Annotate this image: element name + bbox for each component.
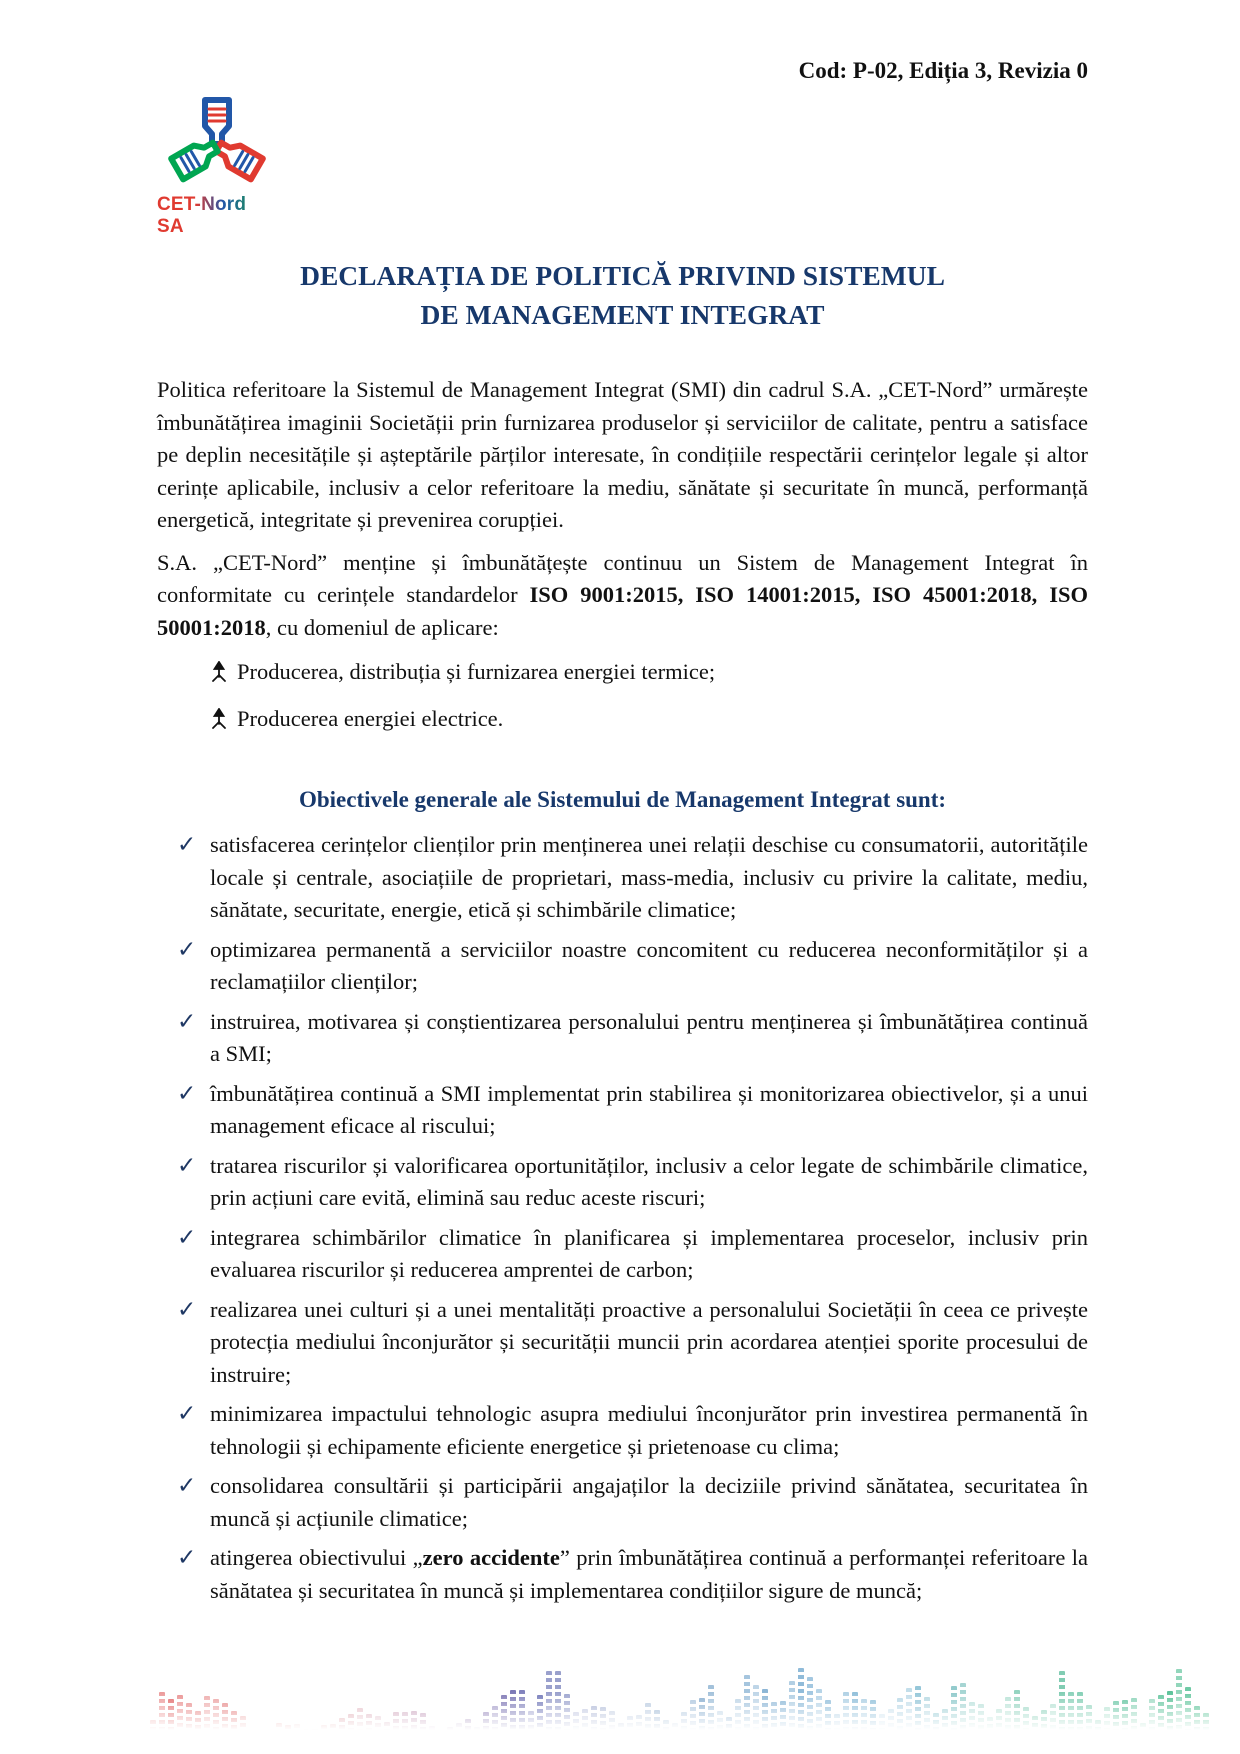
objectives-list [157, 829, 1088, 1607]
equalizer-bar [249, 1733, 255, 1739]
equalizer-bar [843, 1692, 849, 1734]
equalizer-bar [618, 1723, 624, 1738]
equalizer-bar [555, 1671, 561, 1736]
equalizer-bar [420, 1713, 426, 1737]
equalizer-bar [609, 1711, 615, 1730]
objectives-heading: Obiectivele generale ale Sistemului de Management Integrat sunt: [298, 787, 947, 813]
equalizer-bar [1068, 1692, 1074, 1738]
checkmark-bullet-icon: ✓ [177, 1080, 197, 1107]
equalizer-bar [204, 1696, 210, 1734]
equalizer-bar [1140, 1723, 1146, 1739]
equalizer-bar [222, 1703, 228, 1736]
equalizer-bar [1158, 1695, 1164, 1733]
checkmark-bullet-icon: ✓ [177, 1296, 197, 1323]
equalizer-bar [393, 1712, 399, 1732]
objective-list-item [157, 934, 1088, 999]
equalizer-bar [807, 1677, 813, 1735]
text-segment: tratarea riscurilor și valorificarea oportunităților, inclusiv a celor legate de schimbările climatice, prin acțiuni care evită, elimină sau reduc aceste riscuri; [210, 1152, 1088, 1211]
equalizer-bar [483, 1712, 489, 1731]
equalizer-bar [1032, 1716, 1038, 1735]
equalizer-bar [474, 1727, 480, 1738]
equalizer-bar [915, 1686, 921, 1735]
equalizer-bar [213, 1699, 219, 1733]
equalizer-bar [708, 1685, 714, 1733]
equalizer-bar [1167, 1691, 1173, 1740]
equalizer-bar [663, 1720, 669, 1735]
objective-list-item [157, 1006, 1088, 1071]
equalizer-bar [699, 1698, 705, 1737]
equalizer-bar [987, 1717, 993, 1734]
equalizer-bar [1023, 1707, 1029, 1736]
page-title [157, 256, 1088, 334]
objective-list-item [157, 1470, 1088, 1535]
equalizer-bar [645, 1703, 651, 1737]
scope-list-item-label: Producerea, distribuția și furnizarea energiei termice; [237, 659, 716, 685]
checkmark-bullet-icon: ✓ [177, 1473, 197, 1500]
scope-list-item [157, 703, 1088, 736]
equalizer-bar [924, 1697, 930, 1734]
equalizer-bar [1113, 1701, 1119, 1737]
equalizer-bar [321, 1725, 327, 1730]
arrow-dart-bullet-icon [209, 660, 229, 682]
equalizer-bar [870, 1700, 876, 1740]
equalizer-bar [573, 1712, 579, 1738]
equalizer-bar [960, 1683, 966, 1735]
equalizer-bar [519, 1690, 525, 1731]
equalizer-bar [1095, 1720, 1101, 1739]
scope-list [157, 656, 1088, 735]
objective-list-item [157, 1150, 1088, 1215]
equalizer-bar [330, 1724, 336, 1730]
equalizer-bar [861, 1699, 867, 1735]
equalizer-bar [1122, 1700, 1128, 1740]
equalizer-bar [1176, 1669, 1182, 1732]
equalizer-bar [744, 1675, 750, 1736]
equalizer-bar [564, 1694, 570, 1733]
equalizer-bar [150, 1720, 156, 1737]
equalizer-bar [294, 1724, 300, 1735]
text-segment: ” prin îmbunătățirea continuă a performanței referitoare la sănătatea și securitatea în muncă și implementarea condițiilor sigure de muncă; [210, 1545, 1088, 1603]
equalizer-bar [969, 1702, 975, 1735]
equalizer-bar [1005, 1697, 1011, 1738]
page-title-line2: DE MANAGEMENT INTEGRAT [420, 299, 825, 331]
equalizer-bar [672, 1723, 678, 1739]
equalizer-bar [1185, 1687, 1191, 1735]
equalizer-bar [1194, 1706, 1200, 1735]
paragraph [157, 374, 1088, 537]
text-segment: S.A. „CET-Nord” menține și îmbunătățește continuu un Sistem de Management Integrat în conformitate cu cerințele standardelor [157, 549, 1088, 608]
text-segment: zero accidente [422, 1545, 560, 1571]
objective-list-item [157, 1542, 1088, 1607]
objective-list-item [157, 829, 1088, 927]
equalizer-skyline-watermark [150, 1630, 1240, 1730]
equalizer-bar [690, 1700, 696, 1738]
equalizer-bar [1203, 1713, 1209, 1730]
equalizer-bar [1104, 1707, 1110, 1731]
equalizer-bar [600, 1707, 606, 1737]
scope-list-item-label: Producerea energiei electrice. [237, 705, 504, 731]
company-logo-text: CET-Nord SA [157, 194, 277, 238]
equalizer-bar [1050, 1704, 1056, 1739]
equalizer-bar [762, 1689, 768, 1736]
equalizer-bar [627, 1716, 633, 1734]
equalizer-bar [942, 1709, 948, 1734]
objective-list-item [157, 1294, 1088, 1392]
text-segment: minimizarea impactului tehnologic asupra mediului înconjurător prin investirea permanentă în tehnologii și echipamente eficiente energetice și prietenoase cu clima; [210, 1401, 1088, 1459]
equalizer-bar [1077, 1692, 1083, 1733]
equalizer-bar [465, 1719, 471, 1732]
equalizer-bar [816, 1689, 822, 1739]
equalizer-bar [195, 1711, 201, 1735]
equalizer-bar [159, 1692, 165, 1735]
text-segment: , cu domeniul de aplicare: [265, 614, 499, 640]
checkmark-bullet-icon: ✓ [177, 832, 197, 859]
page-title-line1: DECLARAȚIA DE POLITICĂ PRIVIND SISTEMUL [300, 260, 945, 291]
equalizer-bar [906, 1688, 912, 1732]
text-segment: satisfacerea cerințelor clienților prin menținerea unei relații deschise cu consumatorii, autoritățile locale și centrale, asociațiile de proprietari, mass-media, inclusiv cu privire la calitate, mediu, sănătate, securitate, energie, etică și schimbările climatice; [210, 832, 1088, 923]
equalizer-bar [411, 1711, 417, 1738]
equalizer-bar [312, 1729, 318, 1734]
equalizer-bar [456, 1723, 462, 1736]
equalizer-bar [1041, 1710, 1047, 1732]
text-segment: consolidarea consultării și participării angajaților la deciziile privind sănătatea, securitatea în muncă și acțiunile climatice; [210, 1473, 1088, 1531]
text-segment: atingerea obiectivului „ [210, 1545, 423, 1571]
equalizer-bar [726, 1717, 732, 1737]
equalizer-bar [996, 1709, 1002, 1738]
equalizer-bar [582, 1709, 588, 1735]
document-content [157, 0, 1088, 1614]
equalizer-bar [384, 1722, 390, 1740]
equalizer-bar [339, 1718, 345, 1730]
equalizer-bar [366, 1714, 372, 1733]
equalizer-bar [798, 1668, 804, 1731]
equalizer-bar [267, 1730, 273, 1737]
text-segment: realizarea unei culturi și a unei mentalități proactive a personalului Societății în ceea ce privește protecția mediului înconjurător și securității muncii prin acordarea atenției sporite procesului de instruire; [210, 1296, 1088, 1387]
equalizer-bar [681, 1712, 687, 1739]
equalizer-bar [546, 1671, 552, 1734]
equalizer-bar [888, 1709, 894, 1732]
text-segment: Politica referitoare la Sistemul de Management Integrat (SMI) din cadrul S.A. „CET-Nord” urmărește îmbunătățirea imaginii Societății prin furnizarea produselor și serviciilor de calitate, pentru a satisface pe deplin necesitățile și așteptările părților interesate, în condițiile respectării cerințelor legale și altor cerințe aplicabile, inclusiv a celor referitoare la mediu, sănătate și securitate în muncă, performanță energetică, integritate și prevenirea corupției. [157, 377, 1088, 533]
intro-paragraphs [157, 374, 1088, 644]
equalizer-bar [402, 1712, 408, 1738]
objective-list-item [157, 1222, 1088, 1287]
company-logo [157, 92, 277, 238]
equalizer-bar [654, 1710, 660, 1735]
equalizer-bar [951, 1686, 957, 1733]
equalizer-bar [780, 1701, 786, 1733]
equalizer-bar [303, 1729, 309, 1735]
equalizer-bar [897, 1698, 903, 1739]
equalizer-bar [636, 1715, 642, 1739]
checkmark-bullet-icon: ✓ [177, 1224, 197, 1251]
equalizer-bar [258, 1733, 264, 1738]
checkmark-bullet-icon: ✓ [177, 1152, 197, 1179]
checkmark-bullet-icon: ✓ [177, 1008, 197, 1035]
cet-nord-triskelion-icon [165, 92, 269, 192]
equalizer-bar [1014, 1690, 1020, 1740]
equalizer-bar [492, 1706, 498, 1733]
equalizer-bar [537, 1695, 543, 1734]
equalizer-bar [1086, 1705, 1092, 1737]
equalizer-bar [285, 1725, 291, 1735]
equalizer-bar [753, 1685, 759, 1738]
equalizer-bar [186, 1703, 192, 1733]
equalizer-bar [879, 1714, 885, 1734]
equalizer-bar [177, 1695, 183, 1739]
equalizer-bar [528, 1711, 534, 1738]
equalizer-bar [852, 1692, 858, 1733]
equalizer-bar [447, 1727, 453, 1740]
arrow-dart-bullet-icon [209, 707, 229, 729]
equalizer-bar [357, 1708, 363, 1731]
equalizer-bar [501, 1695, 507, 1738]
text-segment: integrarea schimbărilor climatice în planificarea și implementarea proceselor, inclusiv prin evaluarea riscurilor și reducerea amprentei de carbon; [210, 1224, 1088, 1283]
document-code-header: Cod: P-02, Ediția 3, Revizia 0 [798, 58, 1088, 83]
equalizer-bar [771, 1702, 777, 1731]
equalizer-bar [240, 1716, 246, 1732]
objective-list-item [157, 1078, 1088, 1143]
equalizer-bar [933, 1713, 939, 1733]
checkmark-bullet-icon: ✓ [177, 1545, 197, 1572]
equalizer-bar [276, 1723, 282, 1732]
equalizer-bar [717, 1711, 723, 1732]
scope-list-item [157, 656, 1088, 689]
equalizer-bar [1149, 1699, 1155, 1731]
equalizer-bar [168, 1699, 174, 1734]
equalizer-bar [348, 1714, 354, 1735]
text-segment: îmbunătățirea continuă a SMI implementat prin stabilirea și monitorizarea obiectivelor, și a unui management eficace al riscului; [210, 1080, 1088, 1139]
equalizer-bar [231, 1711, 237, 1736]
equalizer-bar [1131, 1698, 1137, 1734]
equalizer-bar [510, 1690, 516, 1733]
equalizer-bar [438, 1732, 444, 1740]
equalizer-bar [978, 1704, 984, 1733]
objective-list-item [157, 1398, 1088, 1463]
equalizer-bar [1059, 1671, 1065, 1737]
checkmark-bullet-icon: ✓ [177, 1401, 197, 1428]
equalizer-bar [429, 1726, 435, 1738]
checkmark-bullet-icon: ✓ [177, 936, 197, 963]
equalizer-bar [735, 1699, 741, 1733]
text-segment: optimizarea permanentă a serviciilor noastre concomitent cu reducerea neconformităților și a reclamațiilor clienților; [210, 936, 1088, 995]
paragraph [157, 547, 1088, 645]
equalizer-bar [591, 1706, 597, 1736]
text-segment: instruirea, motivarea și conștientizarea personalului pentru menținerea și îmbunătățirea continuă a SMI; [210, 1008, 1088, 1067]
equalizer-bar [825, 1700, 831, 1738]
equalizer-bar [834, 1714, 840, 1734]
text-segment: ISO 9001:2015, ISO 14001:2015, ISO 45001:2018, ISO 50001:2018 [157, 582, 1088, 640]
equalizer-bar [789, 1681, 795, 1739]
equalizer-bar [375, 1716, 381, 1732]
